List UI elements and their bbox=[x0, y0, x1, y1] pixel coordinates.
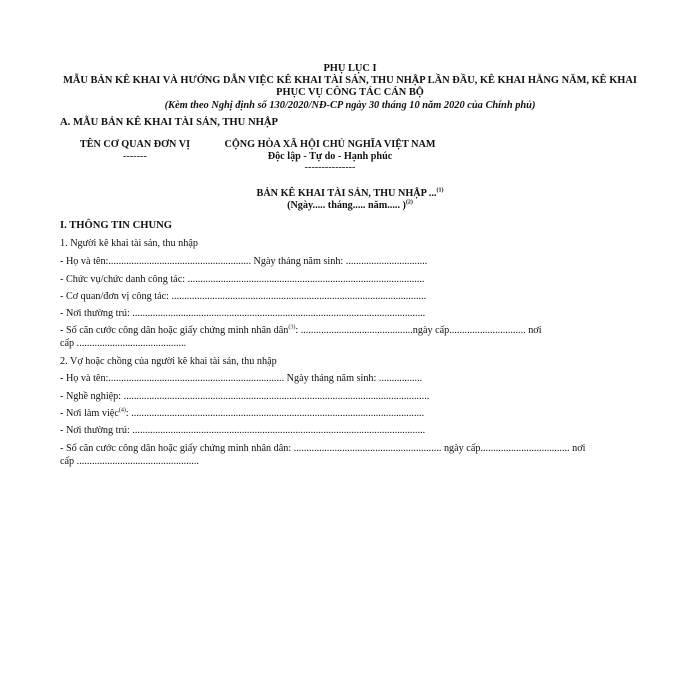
person2-id-field: - Số căn cước công dân hoặc giấy chứng minh nhân dân: .......................................................... ngày cấp................................... nơi bbox=[60, 443, 586, 454]
person1-position-field: - Chức vụ/chức danh công tác: ............................................................................................. bbox=[60, 274, 425, 285]
person2-work-field bbox=[60, 407, 424, 420]
person1-id-note: (3) bbox=[288, 324, 296, 331]
appendix-note: (Kèm theo Nghị định số 130/2020/NĐ-CP ngày 30 tháng 10 năm 2020 của Chính phủ) bbox=[164, 100, 536, 111]
motto: Độc lập - Tự do - Hạnh phúc bbox=[267, 151, 393, 162]
person2-work-label: - Nơi làm việc bbox=[60, 408, 119, 419]
person1-name-field: - Họ và tên:........................................................ Ngày tháng năm sinh: ................................ bbox=[60, 256, 428, 267]
person2-work-note: (4) bbox=[118, 407, 126, 414]
org-name: TÊN CƠ QUAN ĐƠN VỊ bbox=[79, 139, 191, 150]
appendix-subtitle-line1: MẪU BẢN KÊ KHAI VÀ HƯỚNG DẪN VIỆC KÊ KHAI TÀI SẢN, THU NHẬP LẦN ĐẦU, KÊ KHAI HẰNG NĂM, KÊ KHAI bbox=[63, 75, 637, 86]
person2-id-place: cấp ................................................ bbox=[60, 456, 199, 467]
person1-residence-field: - Nơi thường trú: ................................................................................................................... bbox=[60, 308, 426, 319]
form-date-text: (Ngày..... tháng..... năm..... ) bbox=[287, 200, 406, 211]
section-a-heading: A. MẪU BẢN KÊ KHAI TÀI SẢN, THU NHẬP bbox=[60, 117, 278, 128]
form-title-text: BẢN KÊ KHAI TÀI SẢN, THU NHẬP ... bbox=[256, 188, 437, 199]
appendix-title: PHỤ LỤC I bbox=[323, 63, 377, 74]
form-date-note: (2) bbox=[405, 199, 413, 206]
section-1-heading: I. THÔNG TIN CHUNG bbox=[60, 220, 173, 231]
person1-id-place: cấp ........................................... bbox=[60, 338, 187, 349]
person1-agency-field: - Cơ quan/đơn vị công tác: .................................................................................................... bbox=[60, 291, 427, 302]
person2-heading: 2. Vợ hoặc chồng của người kê khai tài sản, thu nhập bbox=[60, 356, 277, 367]
person1-id-rest: : ............................................ngày cấp.............................. nơi bbox=[295, 325, 542, 336]
form-date bbox=[200, 199, 500, 212]
motto-dashes: --------------- bbox=[304, 162, 356, 173]
person1-id-field bbox=[60, 324, 542, 337]
appendix-subtitle-line2: PHỤC VỤ CÔNG TÁC CÁN BỘ bbox=[276, 87, 424, 98]
person2-work-rest: : ................................................................................................................... bbox=[125, 408, 425, 419]
person1-heading: 1. Người kê khai tài sản, thu nhập bbox=[60, 238, 198, 249]
org-dashes: ------- bbox=[123, 151, 147, 162]
nation-title: CỘNG HÒA XÃ HỘI CHỦ NGHĨA VIỆT NAM bbox=[224, 139, 436, 150]
person2-occupation-field: - Nghề nghiệp: ........................................................................................................................ bbox=[60, 391, 430, 402]
person2-name-field: - Họ và tên:..................................................................... Ngày tháng năm sinh: ................. bbox=[60, 373, 423, 384]
person2-residence-field: - Nơi thường trú: ................................................................................................................... bbox=[60, 425, 426, 436]
form-title-note: (1) bbox=[436, 187, 444, 194]
person1-id-label: - Số căn cước công dân hoặc giấy chứng minh nhân dân bbox=[60, 325, 289, 336]
